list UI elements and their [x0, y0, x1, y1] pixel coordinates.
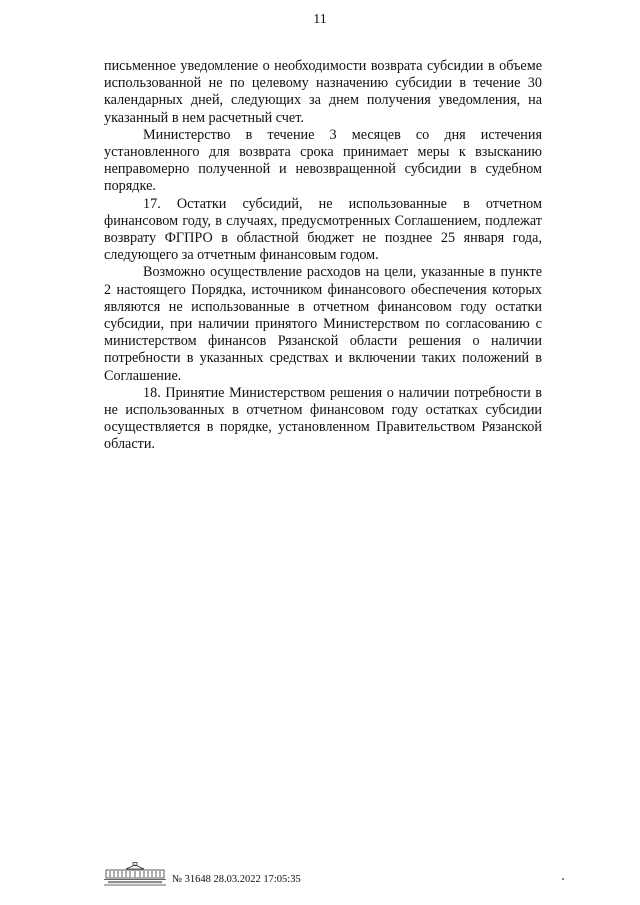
scan-mark: [562, 878, 564, 880]
document-body: [104, 58, 542, 454]
registration-stamp: № 31648 28.03.2022 17:05:35: [172, 874, 301, 885]
paragraph-1: письменное уведомление о необходимости возврата субсидии в объеме использованной не по целевому назначению субсидии в течение 30 календарных дней, следующих за днем получения уведомления, на указанный в нем расчетный счет.: [104, 58, 542, 126]
paragraph-3: 17. Остатки субсидий, не использованные в отчетном финансовом году, в случаях, предусмотренных Соглашением, подлежат возврату ФГПРО в областной бюджет не позднее 25 января года, следующего за отчетным финансовым годом.: [104, 195, 542, 264]
government-building-stamp-icon: [104, 862, 166, 888]
document-footer: [104, 862, 564, 892]
paragraph-4: Возможно осуществление расходов на цели, указанные в пункте 2 настоящего Порядка, источником финансового обеспечения которых являются не использованные в отчетном финансовом году остатки субсидии, при наличии принятого Министерством по согласованию с министерством финансов Рязанской области решения о наличии потребности в указанных средствах и включении таких положений в Соглашение.: [104, 264, 542, 384]
paragraph-5: 18. Принятие Министерством решения о наличии потребности в не использованных в отчетном финансовом году остатках субсидии осуществляется в порядке, установленном Правительством Рязанской области.: [104, 384, 542, 453]
page-number: 11: [313, 12, 327, 27]
paragraph-2: Министерство в течение 3 месяцев со дня истечения установленного для возврата срока принимает меры к взысканию неправомерно полученной и невозвращенной субсидии в судебном порядке.: [104, 126, 542, 195]
